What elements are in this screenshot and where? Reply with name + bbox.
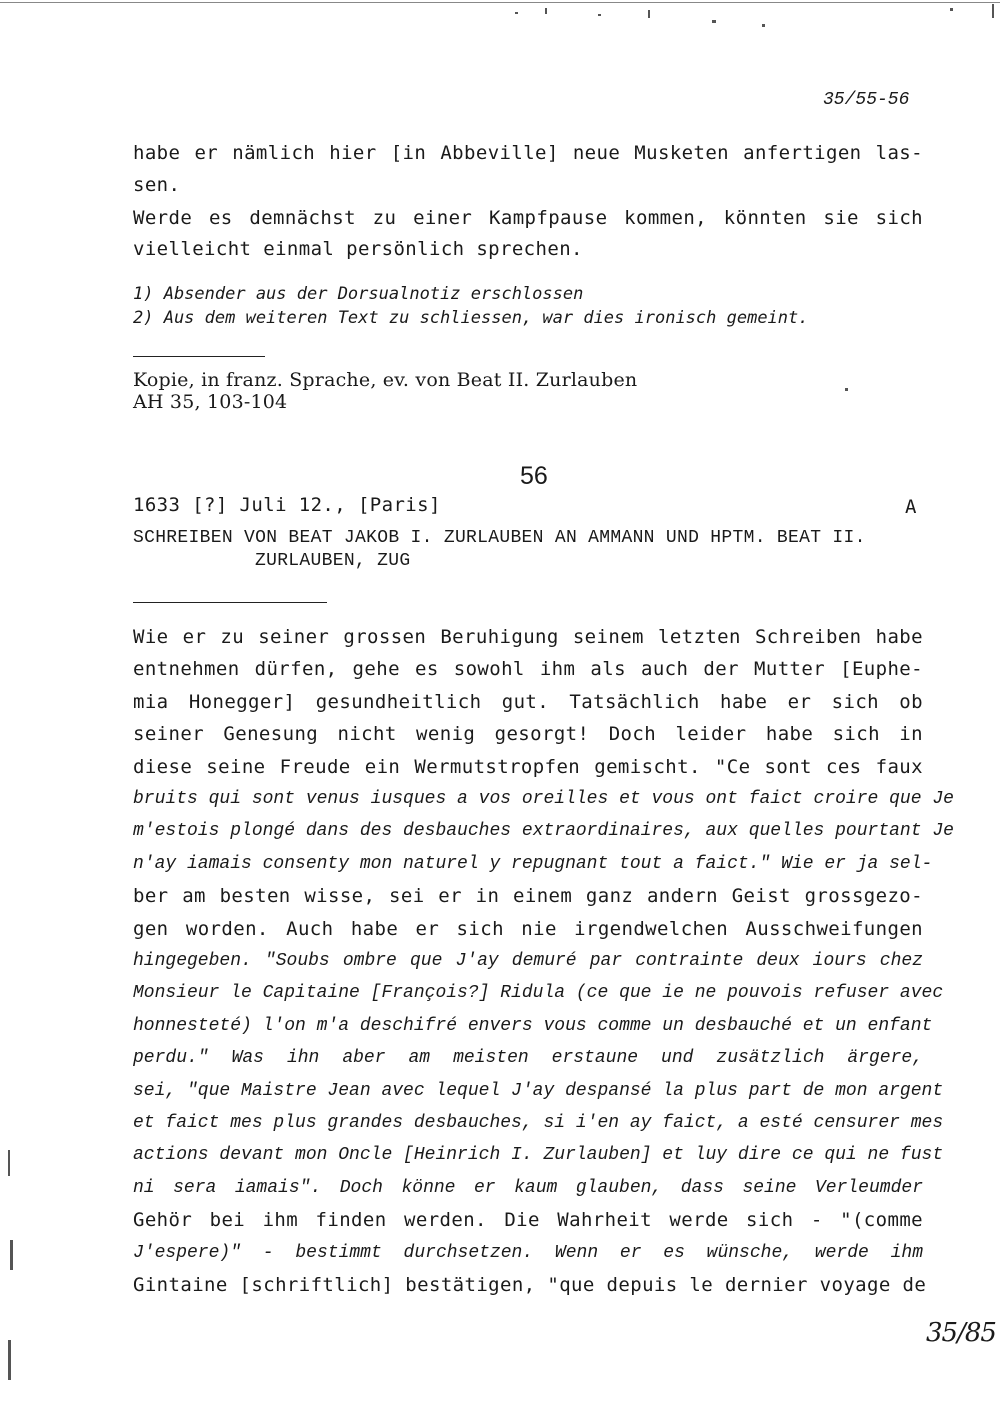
- body-line: n'ay iamais consenty mon naturel y repugnant tout a faict." Wie er ja sel-: [133, 853, 933, 874]
- scan-speck: [545, 8, 547, 14]
- body-line: mia Honegger] gesundheitlich gut. Tatsächlich habe er sich ob: [133, 690, 923, 713]
- intro-line: sen.: [133, 174, 181, 196]
- body-line: Wie er zu seiner grossen Beruhigung seinem letzten Schreiben habe: [133, 626, 923, 648]
- document-number: 56: [520, 462, 548, 490]
- scan-speck: [515, 12, 518, 14]
- body-line: m'estois plongé dans des desbauches extraordinaires, aux quelles pourtant Je: [133, 821, 954, 842]
- document-date: 1633 [?] Juli 12., [Paris]: [133, 494, 441, 516]
- scan-speck: [648, 10, 650, 18]
- body-line: actions devant mon Oncle [Heinrich I. Zurlauben] et luy dire ce qui ne fust: [133, 1145, 944, 1166]
- scan-edge-line: [0, 2, 1000, 3]
- body-line: Gintaine [schriftlich] bestätigen, "que depuis le dernier voyage de: [133, 1274, 927, 1296]
- intro-line: vielleicht einmal persönlich sprechen.: [133, 238, 583, 260]
- scan-edge-mark: [8, 1150, 10, 1176]
- source-line: AH 35, 103-104: [133, 391, 288, 413]
- footnote: 2) Aus dem weiteren Text zu schliessen, war dies ironisch gemeint.: [133, 308, 809, 328]
- body-line: entnehmen dürfen, gehe es sowohl ihm als auch der Mutter [Euphe-: [133, 658, 923, 681]
- body-line: Gehör bei ihm finden werden. Die Wahrheit werde sich - "(comme: [133, 1209, 923, 1232]
- document-heading: ZURLAUBEN, ZUG: [255, 551, 411, 571]
- document-heading: SCHREIBEN VON BEAT JAKOB I. ZURLAUBEN AN AMMANN UND HPTM. BEAT II.: [133, 528, 866, 548]
- body-line: bruits qui sont venus iusques a vos oreilles et vous ont faict croire que Je: [133, 789, 954, 809]
- scan-speck: [950, 8, 953, 11]
- body-line: et faict mes plus grandes desbauches, si i'en ay faict, a esté censurer mes: [133, 1113, 944, 1133]
- scan-edge-mark: [10, 1240, 13, 1270]
- footnote: 1) Absender aus der Dorsualnotiz erschlossen: [133, 284, 584, 304]
- scan-edge-mark: [992, 4, 994, 18]
- body-line: sei, "que Maistre Jean avec lequel J'ay despansé la plus part de mon argent: [133, 1080, 944, 1101]
- body-line: Monsieur le Capitaine [François?] Ridula (ce que ie ne pouvois refuser avec: [133, 983, 944, 1004]
- speck: [845, 388, 848, 391]
- body-line: seiner Genesung nicht wenig gesorgt! Doch leider habe sich in: [133, 723, 923, 746]
- body-line: diese seine Freude ein Wermutstropfen gemischt. "Ce sont ces faux: [133, 755, 923, 778]
- source-line: Kopie, in franz. Sprache, ev. von Beat II. Zurlauben: [133, 369, 638, 391]
- scan-speck: [598, 14, 601, 16]
- body-line: ber am besten wisse, sei er in einem ganz andern Geist grossgezo-: [133, 885, 923, 908]
- separator-rule: [133, 602, 327, 603]
- page-reference-top: 35/55-56: [823, 90, 910, 110]
- scan-speck: [712, 20, 716, 23]
- body-line: gen worden. Auch habe er sich nie irgendwelchen Ausschweifungen: [133, 917, 923, 940]
- scan-edge-mark: [8, 1340, 11, 1380]
- page-reference-bottom: 35/85: [926, 1318, 996, 1348]
- document-marker: A: [905, 496, 917, 518]
- body-line: honnesteté) l'on m'a deschifré envers vous comme un desbauché et un enfant: [133, 1015, 933, 1036]
- body-line: ni sera iamais". Doch könne er kaum glauben, dass seine Verleumder: [133, 1177, 923, 1198]
- intro-line: habe er nämlich hier [in Abbeville] neue Musketen anfertigen las-: [133, 142, 923, 164]
- body-line: perdu." Was ihn aber am meisten erstaune und zusätzlich ärgere,: [133, 1048, 923, 1069]
- body-line: hingegeben. "Soubs ombre que J'ay demuré par contrainte deux iours chez: [133, 951, 923, 971]
- body-line: J'espere)" - bestimmt durchsetzen. Wenn er es wünsche, werde ihm: [133, 1242, 923, 1263]
- scan-speck: [762, 24, 765, 27]
- intro-line: Werde es demnächst zu einer Kampfpause kommen, könnten sie sich: [133, 207, 923, 229]
- separator-rule: [133, 356, 265, 357]
